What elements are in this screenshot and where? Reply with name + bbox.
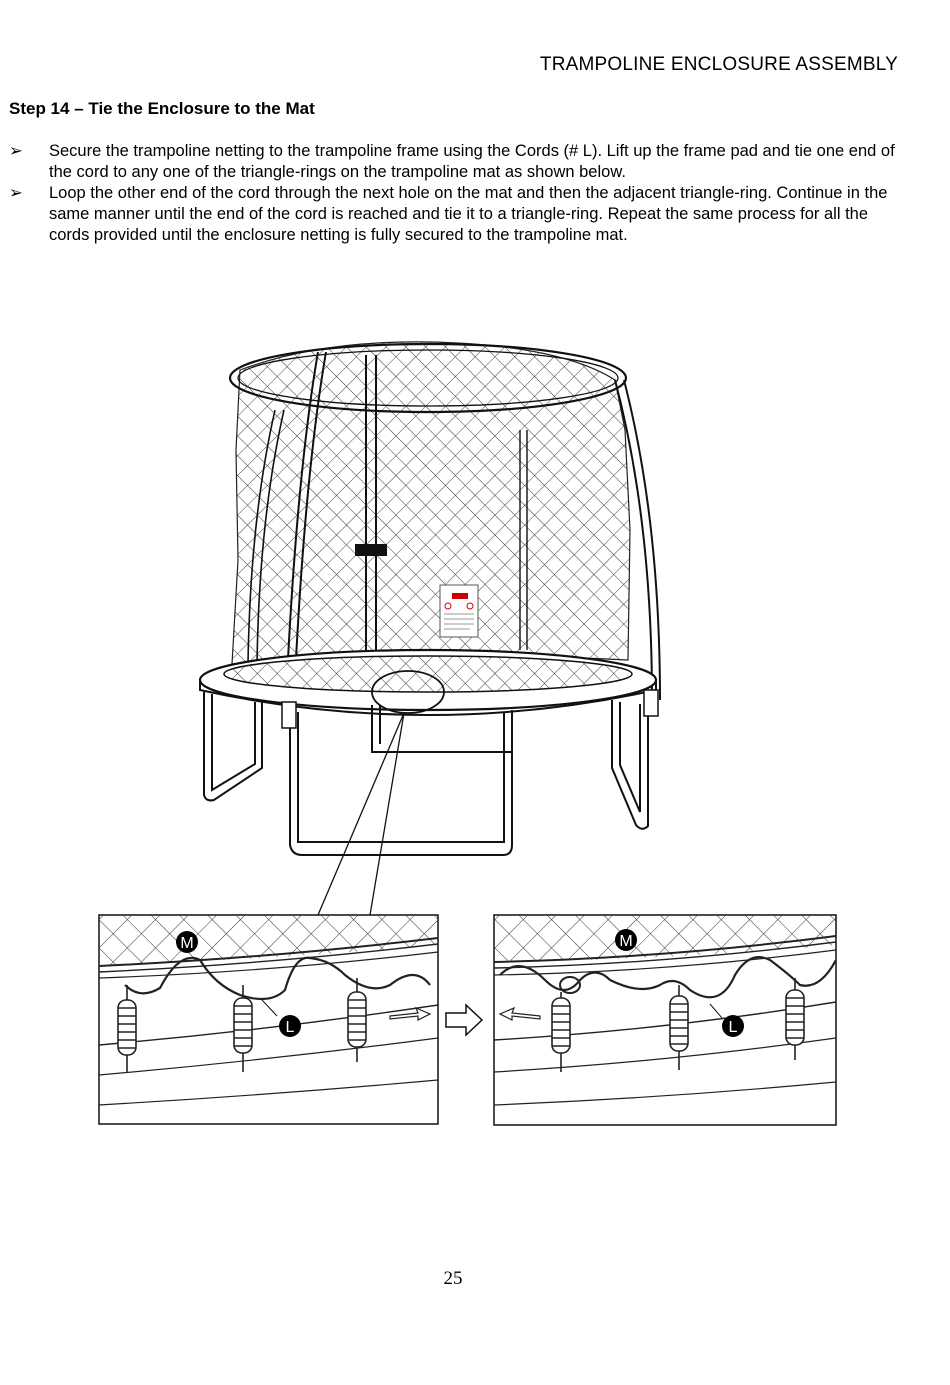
instruction-text: Loop the other end of the cord through the next hole on the mat and then the adjacent triangle-ring. Continue in the same manner until the end of the cord is reached and tie it to a triangle-ring. Repeat the same process for all the cords provided until the enclosure netting is fully secured to the trampoline mat. — [49, 184, 888, 244]
detail-inset-start — [99, 915, 438, 1124]
step-title: Step 14 – Tie the Enclosure to the Mat — [9, 99, 315, 118]
bullet-arrow-icon: ➢ — [9, 184, 23, 202]
cord-label-l: L — [728, 1019, 738, 1036]
instruction-text: Secure the trampoline netting to the trampoline frame using the Cords (# L). Lift up the frame pad and tie one end of the cord to any one of the triangle-rings on the trampoline mat as shown below. — [49, 142, 895, 181]
net-label-m: M — [619, 933, 633, 950]
net-label-m: M — [180, 935, 194, 952]
bullet-arrow-icon: ➢ — [9, 142, 23, 160]
detail-inset-finish — [494, 915, 836, 1125]
next-step-arrow-icon — [446, 1005, 482, 1035]
header-title: TRAMPOLINE ENCLOSURE ASSEMBLY — [539, 54, 898, 75]
enclosure-net — [232, 342, 630, 664]
page-number: 25 — [443, 1268, 463, 1289]
trampoline-drawing — [200, 342, 660, 915]
cord-label-l: L — [285, 1019, 295, 1036]
leg — [612, 700, 648, 829]
leg — [204, 692, 262, 800]
